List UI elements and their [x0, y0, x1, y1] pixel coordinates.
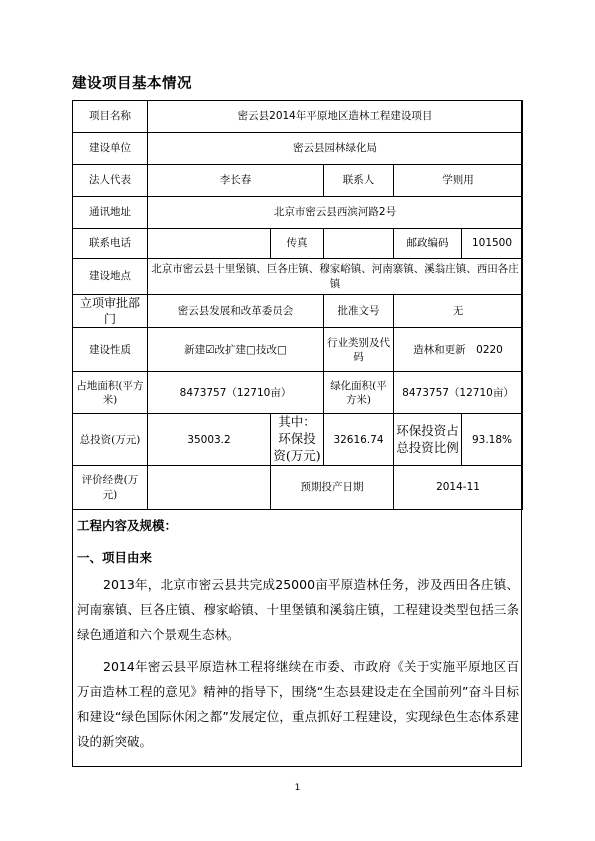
phone-value: [148, 229, 271, 259]
phone-label: 联系电话: [73, 229, 148, 259]
land-area-label: 占地面积(平方米): [73, 372, 148, 414]
approval-no-label: 批准文号: [324, 295, 394, 328]
unit-label: 建设单位: [73, 133, 148, 165]
origin-paragraph-1: 2013年，北京市密云县共完成25000亩平原造林任务，涉及西田各庄镇、河南寨镇、巨各庄镇、穆家峪镇、十里堡镇和溪翁庄镇，工程建设类型包括三条绿色通道和六个景观生态林。: [77, 577, 519, 642]
page-number: 1: [294, 783, 301, 793]
nature-label: 建设性质: [73, 328, 148, 372]
eval-fee-label: 评价经费(万元): [73, 466, 148, 510]
industry-value: 造林和更新 0220: [394, 328, 523, 372]
total-invest-label: 总投资(万元): [73, 414, 148, 466]
start-date-label: 预期投产日期: [271, 466, 394, 510]
env-invest-label: 其中：环保投资(万元): [271, 414, 324, 466]
contact-label: 联系人: [324, 165, 394, 197]
env-ratio-value: 93.18%: [462, 414, 523, 466]
postcode-value: 101500: [462, 229, 523, 259]
site-label: 建设地点: [73, 259, 148, 295]
land-area-value: 8473757（12710亩）: [148, 372, 324, 414]
unit-value: 密云县园林绿化局: [148, 133, 523, 165]
project-name-label: 项目名称: [73, 101, 148, 133]
scope-title: 工程内容及规模：: [77, 518, 178, 533]
env-ratio-label: 环保投资占总投资比例: [394, 414, 462, 466]
address-value: 北京市密云县西滨河路2号: [148, 197, 523, 229]
address-label: 通讯地址: [73, 197, 148, 229]
eval-fee-value: [148, 466, 271, 510]
start-date-value: 2014-11: [394, 466, 523, 510]
contact-value: 学则用: [394, 165, 523, 197]
total-invest-value: 35003.2: [148, 414, 271, 466]
approval-dept-value: 密云县发展和改革委员会: [148, 295, 324, 328]
origin-section-title: 一、项目由来: [77, 550, 153, 565]
fax-value: [324, 229, 394, 259]
project-info-table: [72, 100, 523, 510]
site-value: 北京市密云县十里堡镇、巨各庄镇、穆家峪镇、河南寨镇、溪翁庄镇、西田各庄镇: [148, 259, 523, 295]
green-area-label: 绿化面积(平方米): [324, 372, 394, 414]
env-invest-value: 32616.74: [324, 414, 394, 466]
green-area-value: 8473757（12710亩）: [394, 372, 523, 414]
postcode-label: 邮政编码: [394, 229, 462, 259]
approval-no-value: 无: [394, 295, 523, 328]
legal-rep-label: 法人代表: [73, 165, 148, 197]
industry-label: 行业类别及代码: [324, 328, 394, 372]
origin-paragraph-2: 2014年密云县平原造林工程将继续在市委、市政府《关于实施平原地区百万亩造林工程的意见》精神的指导下，围绕“生态县建设走在全国前列”奋斗目标和建设“绿色国际休闲之都”发展定位，重点抓好工程建设，实现绿色生态体系建设的新突破。: [77, 659, 519, 749]
nature-value: 新建☑改扩建□技改□: [148, 328, 324, 372]
fax-label: 传真: [271, 229, 324, 259]
section-heading: 建设项目基本情况: [72, 76, 192, 92]
legal-rep-value: 李长春: [148, 165, 324, 197]
approval-dept-label: 立项审批部门: [73, 295, 148, 328]
project-name-value: 密云县2014年平原地区造林工程建设项目: [148, 101, 523, 133]
